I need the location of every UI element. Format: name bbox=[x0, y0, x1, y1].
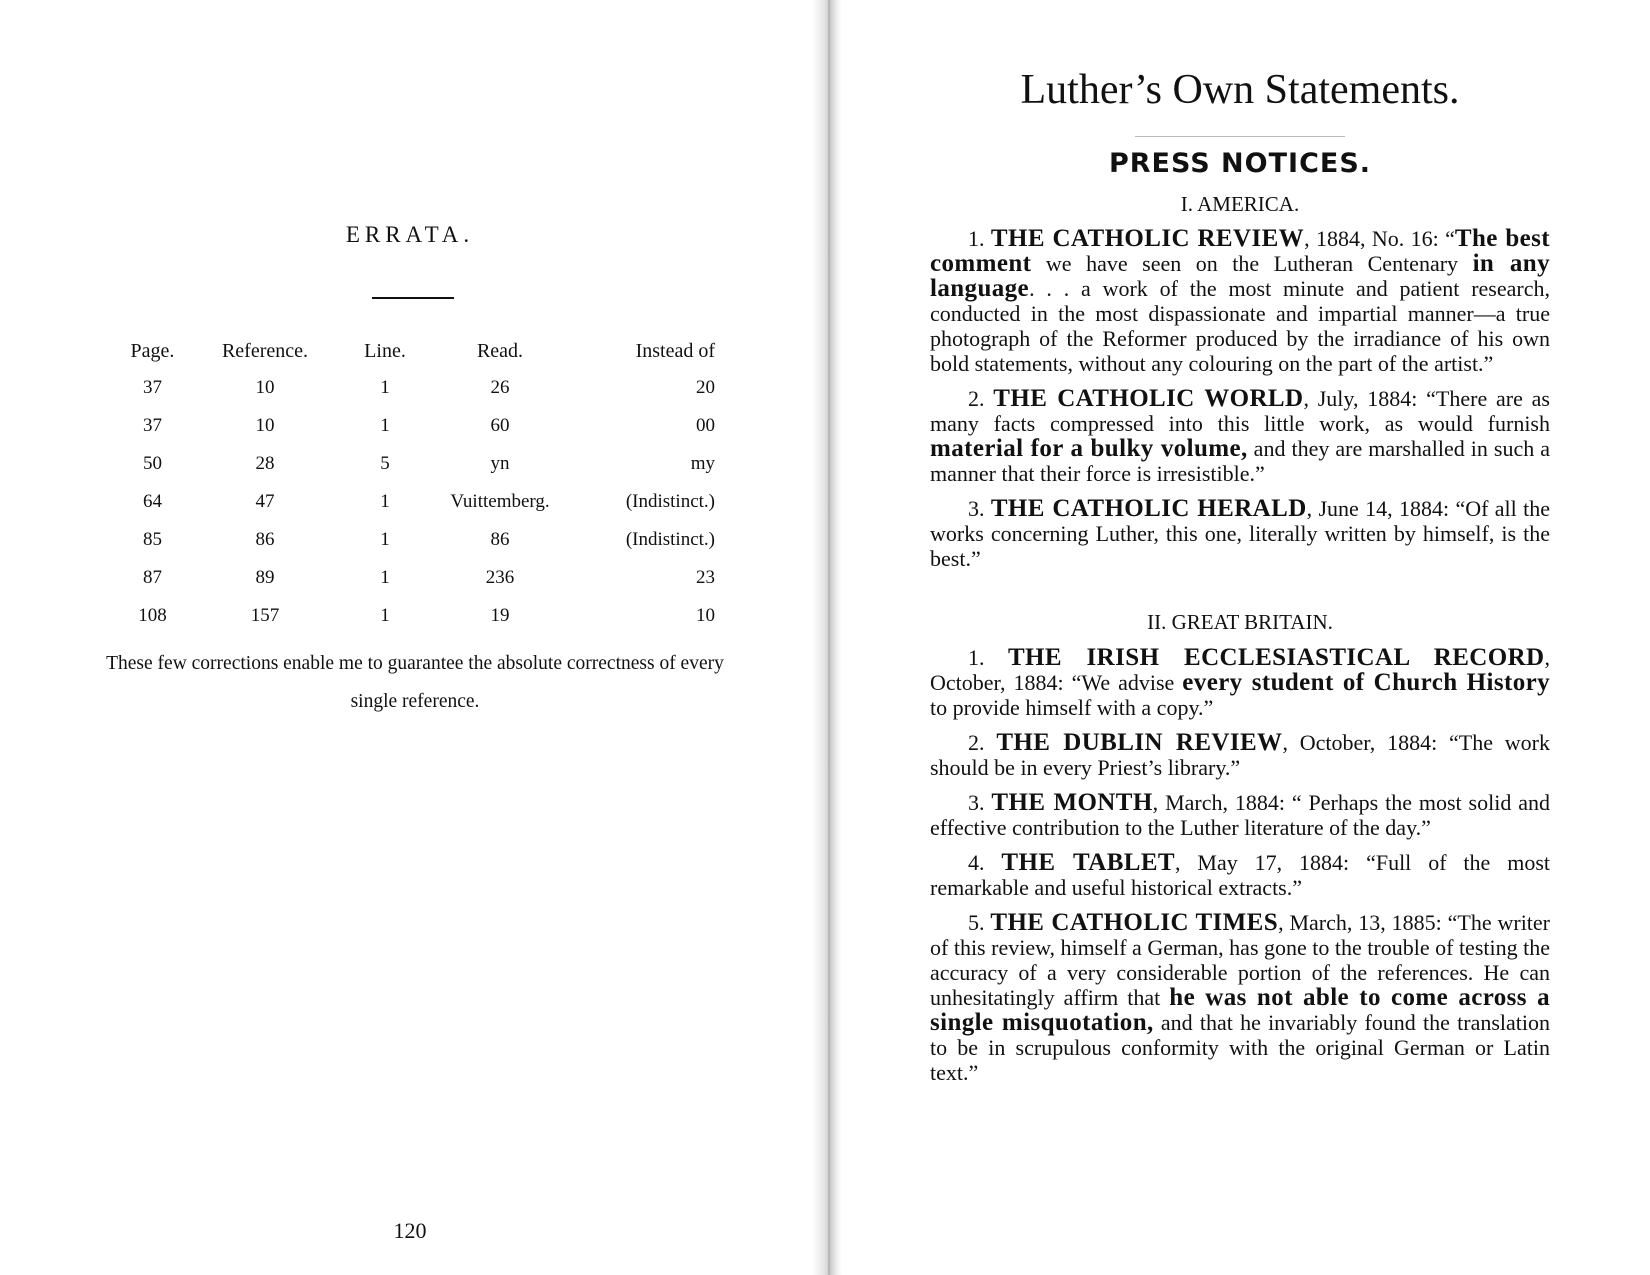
notice-text: we have seen on the Lutheran Centenary bbox=[1031, 251, 1473, 276]
press-notice bbox=[930, 226, 1550, 376]
press-notice bbox=[930, 910, 1550, 1085]
notice-emphasis: The best comment bbox=[930, 225, 1550, 277]
notice-source: THE CATHOLIC HERALD bbox=[990, 495, 1307, 522]
notice-number: 2. bbox=[968, 386, 994, 411]
table-row bbox=[110, 453, 715, 491]
notice-source: THE CATHOLIC WORLD bbox=[993, 385, 1304, 412]
notice-number: 4. bbox=[968, 850, 1002, 875]
cell-line: 1 bbox=[380, 491, 390, 512]
cell-line: 1 bbox=[380, 377, 390, 398]
title-divider bbox=[1135, 136, 1345, 137]
header-page: Page. bbox=[130, 340, 175, 362]
table-row bbox=[110, 567, 715, 605]
header-line: Line. bbox=[364, 340, 406, 362]
cell-reference: 10 bbox=[255, 415, 275, 436]
notice-emphasis: he was not able to come across a single misquotation, bbox=[930, 984, 1550, 1036]
table-row bbox=[110, 415, 715, 453]
cell-line: 5 bbox=[380, 453, 390, 474]
notice-number: 1. bbox=[968, 645, 1008, 670]
notice-emphasis: material for a bulky volume, bbox=[930, 435, 1248, 462]
notice-text: , June 14, 1884: “Of all the works concerning Luther, this one, literally written by himself, is the best.” bbox=[930, 496, 1550, 571]
header-read: Read. bbox=[476, 340, 524, 362]
press-notice bbox=[930, 386, 1550, 486]
notice-text: , October, 1884: “The work should be in every Priest’s library.” bbox=[930, 730, 1550, 780]
notice-source: THE TABLET bbox=[1001, 849, 1175, 876]
book-title: Luther’s Own Statements. bbox=[1020, 67, 1460, 113]
cell-reference: 86 bbox=[255, 529, 275, 550]
cell-reference: 89 bbox=[255, 567, 275, 588]
errata-header-row bbox=[110, 340, 715, 377]
errata-note: These few corrections enable me to guarantee the absolute correctness of every single reference. bbox=[106, 653, 724, 712]
press-notice bbox=[930, 790, 1550, 840]
press-notices-heading: PRESS NOTICES. bbox=[1108, 148, 1372, 179]
notice-source: THE IRISH ECCLESIASTICAL RECORD bbox=[1007, 644, 1545, 671]
cell-page: 64 bbox=[143, 491, 162, 512]
cell-read: Vuittemberg. bbox=[450, 491, 550, 512]
cell-read: 60 bbox=[490, 415, 510, 436]
cell-instead-of: 20 bbox=[696, 377, 715, 398]
notice-number: 1. bbox=[968, 226, 991, 251]
cell-page: 37 bbox=[143, 377, 162, 398]
header-instead-of: Instead of bbox=[635, 340, 715, 362]
cell-reference: 157 bbox=[250, 605, 280, 626]
cell-page: 87 bbox=[143, 567, 162, 588]
notice-text: and they are marshalled in such a manner that their force is irresistible.” bbox=[930, 436, 1550, 486]
cell-instead-of: (Indistinct.) bbox=[625, 529, 715, 550]
notice-number: 3. bbox=[968, 790, 992, 815]
notice-source: THE MONTH bbox=[991, 789, 1153, 816]
press-notice bbox=[930, 850, 1550, 900]
cell-page: 85 bbox=[143, 529, 162, 550]
notice-emphasis: every student of Church History bbox=[1182, 669, 1551, 696]
notice-number: 2. bbox=[968, 730, 997, 755]
notice-text: , March, 13, 1885: “The writer of this review, himself a German, has gone to the trouble of testing the accuracy of a very considerable portion of the references. He can unhesitatingly affirm that bbox=[930, 910, 1551, 1010]
cell-page: 37 bbox=[143, 415, 162, 436]
notice-source: THE CATHOLIC REVIEW bbox=[990, 225, 1305, 252]
press-notice bbox=[930, 496, 1550, 571]
cell-line: 1 bbox=[380, 605, 390, 626]
press-notice bbox=[930, 645, 1550, 720]
section-heading-great-britain: II. GREAT BRITAIN. bbox=[1147, 610, 1333, 634]
errata-divider bbox=[372, 297, 454, 299]
cell-read: 26 bbox=[490, 377, 510, 398]
notice-text: and that he invariably found the translation to be in scrupulous conformity with the original German or Latin text.” bbox=[930, 1010, 1550, 1085]
right-page bbox=[830, 0, 1650, 1275]
notice-emphasis: in any language bbox=[930, 250, 1550, 302]
notice-text: , October, 1884: “We advise bbox=[930, 645, 1550, 695]
notice-text: to provide himself with a copy.” bbox=[930, 695, 1214, 720]
left-page bbox=[0, 0, 820, 1275]
cell-reference: 10 bbox=[255, 377, 275, 398]
header-reference: Reference. bbox=[221, 340, 309, 362]
cell-page: 108 bbox=[138, 605, 167, 626]
notice-number: 5. bbox=[968, 910, 991, 935]
cell-read: 236 bbox=[485, 567, 515, 588]
cell-read: yn bbox=[490, 453, 510, 474]
cell-instead-of: 00 bbox=[696, 415, 715, 436]
america-notices bbox=[930, 226, 1550, 581]
notice-source: THE CATHOLIC TIMES bbox=[990, 909, 1279, 936]
table-row bbox=[110, 377, 715, 415]
page-number: 120 bbox=[393, 1218, 427, 1243]
cell-instead-of: my bbox=[690, 453, 715, 474]
notice-text: , July, 1884: “There are as many facts compressed into this little work, as would furnish bbox=[930, 386, 1550, 436]
notice-number: 3. bbox=[968, 496, 991, 521]
notice-source: THE DUBLIN REVIEW bbox=[996, 729, 1283, 756]
cell-line: 1 bbox=[380, 529, 390, 550]
cell-instead-of: 10 bbox=[696, 605, 715, 626]
cell-instead-of: 23 bbox=[696, 567, 715, 588]
notice-text: , March, 1884: “ Perhaps the most solid and effective contribution to the Luther literature of the day.” bbox=[930, 790, 1550, 840]
cell-reference: 28 bbox=[255, 453, 275, 474]
table-row bbox=[110, 605, 715, 643]
cell-line: 1 bbox=[380, 567, 390, 588]
cell-read: 19 bbox=[490, 605, 510, 626]
table-row bbox=[110, 529, 715, 567]
notice-text: , 1884, No. 16: “ bbox=[1304, 226, 1455, 251]
errata-title: ERRATA. bbox=[345, 222, 475, 247]
cell-reference: 47 bbox=[255, 491, 275, 512]
cell-line: 1 bbox=[380, 415, 390, 436]
notice-text: . . . a work of the most minute and patient research, conducted in the most dispassionate and impartial manner—a true photograph of the Reformer produced by the irradiance of his own bold statements, without any colouring on the part of the artist.” bbox=[930, 276, 1550, 376]
table-row bbox=[110, 491, 715, 529]
notice-text: , May 17, 1884: “Full of the most remarkable and useful historical extracts.” bbox=[930, 850, 1551, 900]
cell-read: 86 bbox=[490, 529, 510, 550]
cell-instead-of: (Indistinct.) bbox=[625, 491, 715, 512]
section-heading-america: I. AMERICA. bbox=[1180, 192, 1300, 216]
errata-table bbox=[110, 340, 715, 643]
cell-page: 50 bbox=[143, 453, 162, 474]
press-notice bbox=[930, 730, 1550, 780]
great-britain-notices bbox=[930, 645, 1550, 1095]
